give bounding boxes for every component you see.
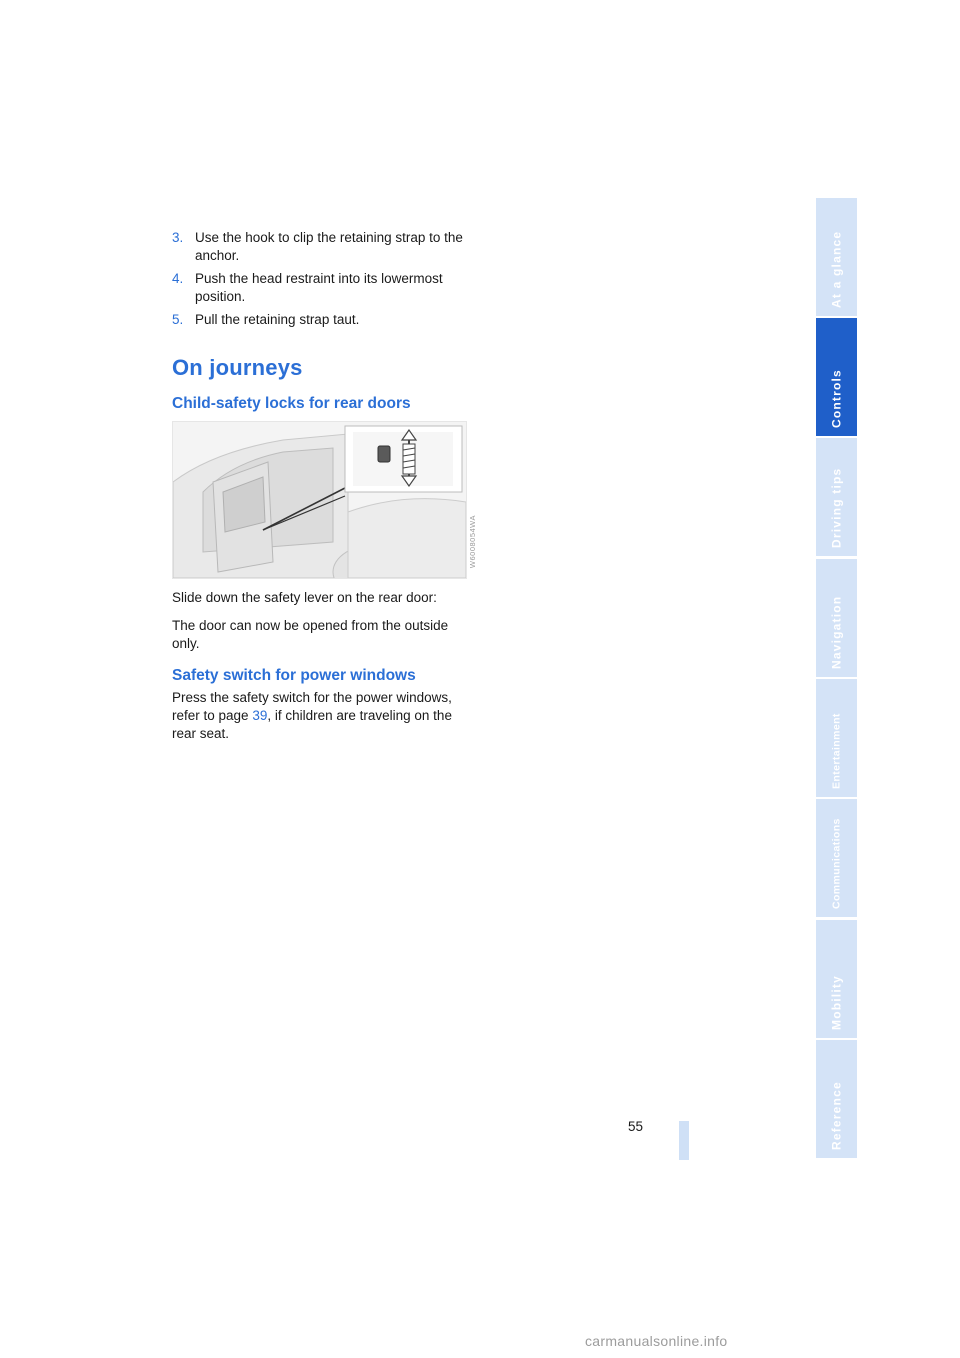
text: , if children are traveling on the rear seat. xyxy=(172,708,452,741)
tab-label: Mobility xyxy=(829,975,844,1030)
step-item xyxy=(172,229,472,265)
main-content xyxy=(172,229,477,743)
tab-label: Reference xyxy=(829,1081,844,1150)
page-marker-bar xyxy=(679,1121,689,1160)
tab-label: At a glance xyxy=(829,230,844,308)
tab-navigation[interactable] xyxy=(816,559,857,677)
tab-label: Entertainment xyxy=(830,713,843,789)
step-number: 4. xyxy=(172,271,184,286)
tab-communications[interactable] xyxy=(816,799,857,917)
tab-mobility[interactable] xyxy=(816,920,857,1038)
tab-at-a-glance[interactable] xyxy=(816,198,857,316)
tab-reference[interactable] xyxy=(816,1040,857,1158)
page-link[interactable]: 39 xyxy=(252,708,268,723)
step-number: 5. xyxy=(172,312,184,327)
tab-driving-tips[interactable] xyxy=(816,438,857,556)
tab-label: Communications xyxy=(830,818,843,909)
subsection-title-child-locks: Child-safety locks for rear doors xyxy=(172,395,411,412)
door-illustration xyxy=(172,421,477,579)
chapter-sidebar xyxy=(816,198,857,1160)
page-number: 55 xyxy=(628,1119,644,1134)
paragraph: The door can now be opened from the outside only. xyxy=(172,618,449,651)
step-text: Push the head restraint into its lowermost position. xyxy=(195,271,443,304)
subsection-title-safety-switch: Safety switch for power windows xyxy=(172,667,416,684)
section-title: On journeys xyxy=(172,355,303,380)
step-number: 3. xyxy=(172,230,184,245)
tab-label: Controls xyxy=(829,369,844,428)
step-item xyxy=(172,270,472,306)
tab-label: Navigation xyxy=(829,595,844,669)
tab-label: Driving tips xyxy=(829,467,844,548)
step-text: Pull the retaining strap taut. xyxy=(195,312,360,327)
paragraph xyxy=(172,689,472,743)
step-item xyxy=(172,311,472,329)
tab-entertainment[interactable] xyxy=(816,679,857,797)
figure-code: W6008054WA xyxy=(468,515,477,569)
tab-controls[interactable] xyxy=(816,318,857,436)
text: Press the safety switch for the power windows, refer to page xyxy=(172,690,452,723)
watermark: carmanualsonline.info xyxy=(585,1333,728,1349)
step-text: Use the hook to clip the retaining strap to the anchor. xyxy=(195,230,463,263)
rear-door-drawing xyxy=(173,422,466,578)
paragraph: Slide down the safety lever on the rear door: xyxy=(172,590,437,605)
